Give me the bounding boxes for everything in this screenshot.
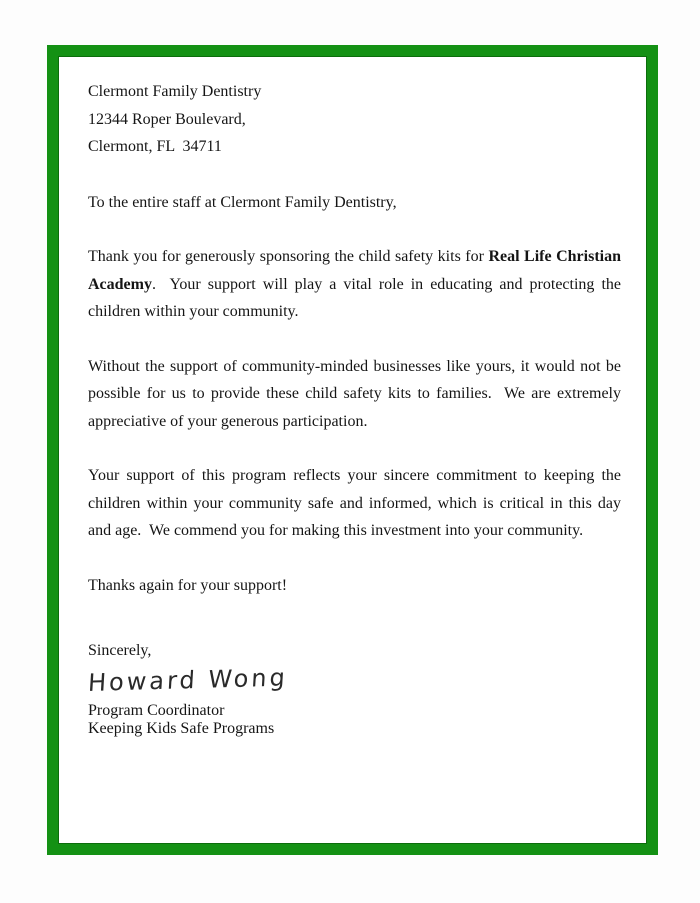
- thanks-line: Thanks again for your support!: [88, 576, 288, 594]
- green-border-frame: [47, 45, 658, 855]
- paragraph-1-text-cont: . Your support will play a vital role in educating and protecting the children within your community.: [88, 275, 625, 320]
- salutation: To the entire staff at Clermont Family Dentistry,: [88, 193, 397, 211]
- handwritten-signature: Howard Wong: [87, 662, 289, 697]
- paragraph-1: [88, 243, 625, 326]
- paragraph-1-text: Thank you for generously sponsoring the child safety kits for: [88, 248, 489, 265]
- signer-block: [88, 702, 621, 739]
- recipient-street: 12344 Roper Boulevard,: [88, 110, 246, 128]
- paragraph-3: Your support of this program reflects your sincere commitment to keeping the children within your community safe and informed, which is critical in this day and age. We commend you for making this investment into your community.: [88, 467, 625, 539]
- recipient-name: Clermont Family Dentistry: [88, 83, 262, 100]
- paragraph-1-bold-academy-name: Real Life Christian Academy: [88, 248, 625, 293]
- closing-line: Sincerely,: [88, 642, 152, 659]
- recipient-city-state-zip: Clermont, FL 34711: [88, 138, 222, 155]
- recipient-address-block: [88, 78, 621, 161]
- signer-organization: Keeping Kids Safe Programs: [88, 720, 275, 737]
- signer-title: Program Coordinator: [88, 701, 225, 719]
- paragraph-2: Without the support of community-minded businesses like yours, it would not be possible for us to provide these child safety kits to families. We are extremely appreciative of your generous participation.: [88, 357, 625, 430]
